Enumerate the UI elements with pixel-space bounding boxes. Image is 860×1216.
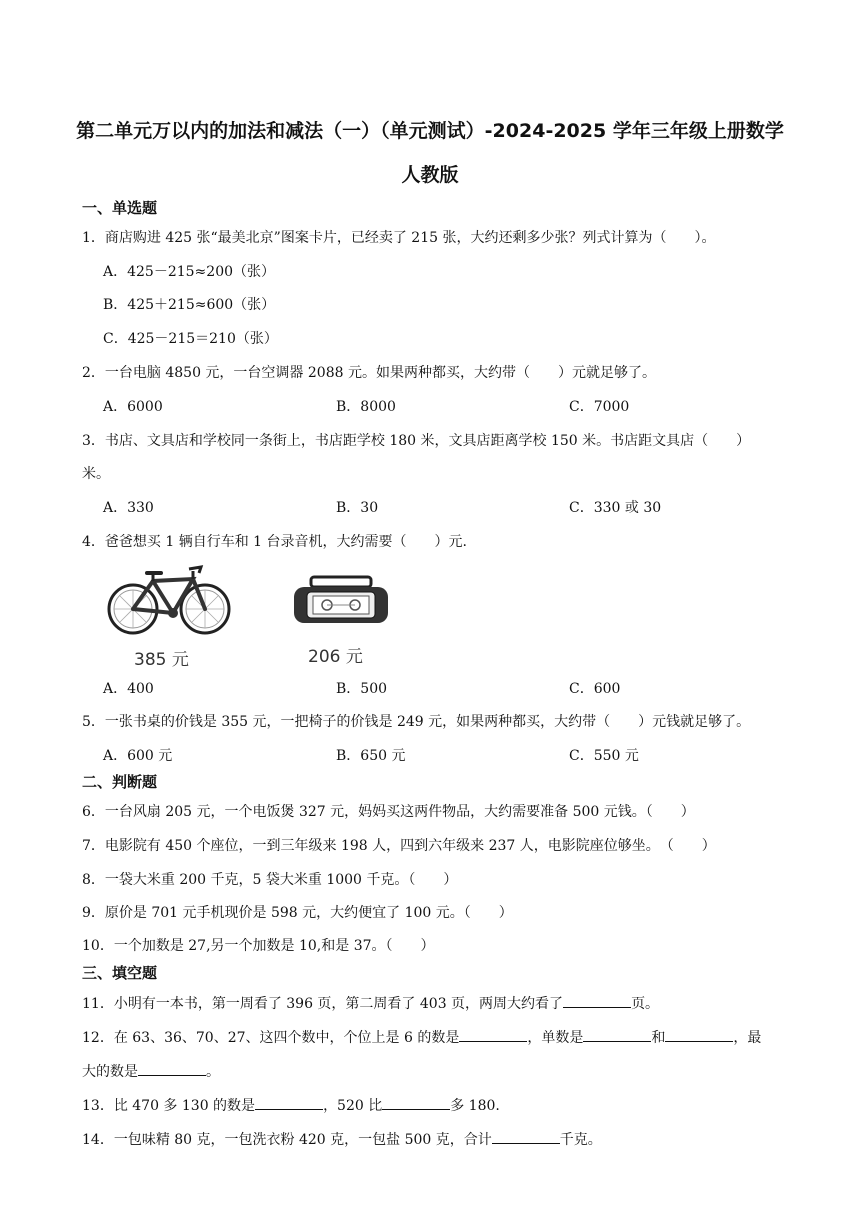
question-5: 5．一张书桌的价钱是 355 元，一把椅子的价钱是 249 元，如果两种都买，大约带（ ）元钱就足够了。 — [82, 714, 751, 730]
radio-price: 206 元 — [308, 647, 363, 667]
question-13 — [82, 1095, 500, 1115]
q12-text: 和 — [651, 1030, 666, 1046]
q13-text: ，520 比 — [323, 1098, 383, 1114]
q1-option-a: A．425－215≈200（张） — [103, 264, 276, 280]
section-heading-choice: 一、单选题 — [82, 199, 158, 217]
answer-blank[interactable] — [459, 1027, 527, 1042]
q3-option-a: A．330 — [103, 500, 154, 516]
question-14 — [82, 1129, 602, 1149]
question-10: 10．一个加数是 27,另一个加数是 10,和是 37。（ ） — [82, 938, 435, 954]
q3-option-b: B．30 — [336, 500, 379, 516]
radio-icon — [291, 575, 391, 627]
q5-option-a: A．600 元 — [103, 748, 173, 764]
q11-text: 11．小明有一本书，第一周看了 396 页，第二周看了 403 页，两周大约看了 — [82, 996, 564, 1012]
q2-option-a: A．6000 — [103, 399, 163, 415]
q1-option-b: B．425＋215≈600（张） — [103, 297, 276, 313]
q2-option-c: C．7000 — [569, 399, 630, 415]
answer-blank[interactable] — [563, 993, 631, 1008]
bicycle-icon — [103, 557, 235, 637]
q12-text: 大的数是 — [82, 1064, 138, 1080]
answer-blank[interactable] — [665, 1027, 733, 1042]
section-heading-fill: 三、填空题 — [82, 964, 158, 982]
question-2: 2．一台电脑 4850 元，一台空调器 2088 元。如果两种都买，大约带（ ）元就足够了。 — [82, 365, 656, 381]
page-title: 第二单元万以内的加法和减法（一）（单元测试）-2024-2025 学年三年级上册数学 — [76, 120, 784, 142]
q12-text: ，单数是 — [527, 1030, 584, 1046]
answer-blank[interactable] — [255, 1095, 323, 1110]
answer-blank[interactable] — [138, 1061, 206, 1076]
question-3-line2: 米。 — [82, 466, 110, 482]
q12-text: 。 — [206, 1064, 220, 1080]
answer-blank[interactable] — [382, 1095, 450, 1110]
q1-option-c: C．425－215＝210（张） — [103, 331, 278, 347]
q13-text: 多 180. — [450, 1098, 500, 1114]
q2-option-b: B．8000 — [336, 399, 396, 415]
q14-text: 14．一包味精 80 克，一包洗衣粉 420 克，一包盐 500 克，合计 — [82, 1132, 492, 1148]
q4-option-c: C．600 — [569, 681, 621, 697]
q3-option-c: C．330 或 30 — [569, 500, 662, 516]
question-11 — [82, 993, 659, 1013]
question-12-line1 — [82, 1027, 808, 1047]
answer-blank[interactable] — [583, 1027, 651, 1042]
page-subtitle: 人教版 — [401, 164, 459, 186]
q4-option-b: B．500 — [336, 681, 388, 697]
q5-option-c: C．550 元 — [569, 748, 639, 764]
question-7: 7．电影院有 450 个座位，一到三年级来 198 人，四到六年级来 237 人，电影院座位够坐。 （ ） — [82, 838, 716, 854]
q4-option-a: A．400 — [103, 681, 154, 697]
question-3-line1: 3．书店、文具店和学校同一条街上，书店距学校 180 米，文具店距离学校 150 米。书店距文具店（ ） — [82, 433, 751, 449]
question-1: 1．商店购进 425 张“最美北京”图案卡片，已经卖了 215 张，大约还剩多少张？列式计算为（ ）。 — [82, 230, 716, 246]
question-9: 9．原价是 701 元手机现价是 598 元，大约便宜了 100 元。（ ） — [82, 905, 513, 921]
q5-option-b: B．650 元 — [336, 748, 406, 764]
section-heading-judgement: 二、判断题 — [82, 773, 158, 791]
question-12-line2 — [82, 1061, 220, 1081]
answer-blank[interactable] — [492, 1129, 560, 1144]
q11-text-end: 页。 — [631, 996, 660, 1012]
question-8: 8．一袋大米重 200 千克，5 袋大米重 1000 千克。（ ） — [82, 872, 458, 888]
q12-text: 12．在 63、36、70、27、这四个数中，个位上是 6 的数是 — [82, 1030, 460, 1046]
bicycle-price: 385 元 — [134, 650, 189, 670]
q14-text: 千克。 — [559, 1132, 602, 1148]
question-6: 6．一台风扇 205 元，一个电饭煲 327 元，妈妈买这两件物品，大约需要准备 500 元钱。（ ） — [82, 804, 695, 820]
question-4: 4．爸爸想买 1 辆自行车和 1 台录音机，大约需要（ ）元. — [82, 534, 467, 550]
q13-text: 13．比 470 多 130 的数是 — [82, 1098, 256, 1114]
q12-text: ，最 — [733, 1030, 762, 1046]
